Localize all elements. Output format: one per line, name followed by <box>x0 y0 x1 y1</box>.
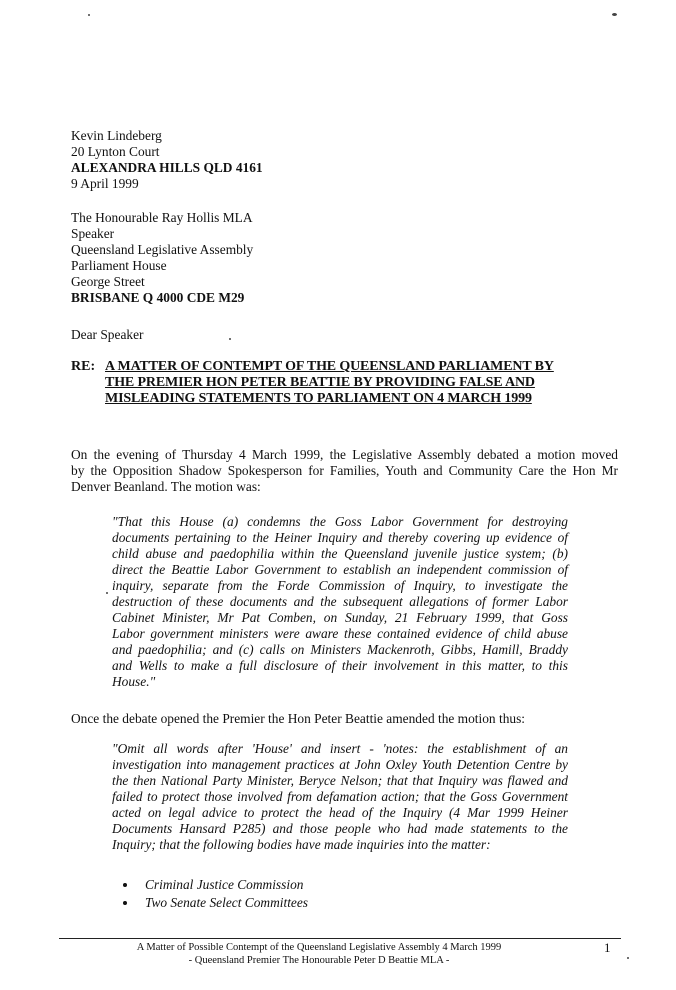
scan-speck <box>88 14 90 16</box>
quote-line: direct the Beattie Labor Government to establish an independent commission of <box>112 562 568 577</box>
re-subject-line: MISLEADING STATEMENTS TO PARLIAMENT ON 4 MARCH 1999 <box>105 391 532 406</box>
quote-line: "Omit all words after 'House' and insert - 'notes: the establishment of an <box>112 741 568 756</box>
re-subject <box>105 359 625 407</box>
page-footer <box>59 941 579 967</box>
recipient-line: Speaker <box>71 226 115 241</box>
bullet-icon <box>123 883 127 887</box>
quote-line: "That this House (a) condemns the Goss Labor Government for destroying <box>112 514 568 529</box>
quote-line: Labor government ministers were aware these contained evidence of child abuse <box>112 626 568 641</box>
recipient-line: The Honourable Ray Hollis MLA <box>71 210 253 225</box>
letter-date: 9 April 1999 <box>71 176 139 191</box>
footer-divider <box>59 938 621 939</box>
quote-line: Inquiry; that the following bodies have made inquiries into the matter: <box>112 837 491 852</box>
bullet-item <box>123 894 308 912</box>
quote-line: inquiry, separate from the Forde Commission of Inquiry, to investigate the <box>112 578 568 593</box>
bullet-text: Two Senate Select Committees <box>145 895 309 910</box>
salutation: Dear Speaker <box>71 327 144 342</box>
quote-line: acted on legal advice to protect the head of the Inquiry (4 Mar 1999 Heiner <box>112 805 568 820</box>
sender-street: 20 Lynton Court <box>71 144 160 159</box>
scan-speck <box>612 13 617 16</box>
recipient-line: Queensland Legislative Assembly <box>71 242 254 257</box>
re-label: RE: <box>71 359 96 374</box>
sender-address <box>71 128 263 192</box>
paragraph-line: by the Opposition Shadow Spokesperson for Families, Youth and Community Care the Hon Mr <box>71 463 618 478</box>
recipient-address <box>71 210 253 306</box>
re-subject-line: THE PREMIER HON PETER BEATTIE BY PROVIDING FALSE AND <box>105 375 535 390</box>
quote-line: Documents Hansard P285) and those people who had made statements to the <box>112 821 568 836</box>
quote-line: investigation into management practices at John Oxley Youth Detention Centre by <box>112 757 568 772</box>
body-paragraph-2: Once the debate opened the Premier the Hon Peter Beattie amended the motion thus: <box>71 711 526 726</box>
recipient-city: BRISBANE Q 4000 CDE M29 <box>71 290 245 305</box>
amendment-quote <box>112 741 568 853</box>
quote-line: and paedophilia; and (c) calls on Ministers Mackenroth, Gibbs, Hamill, Braddy <box>112 642 568 657</box>
quote-line: House." <box>112 674 156 689</box>
footer-line-2: - Queensland Premier The Honourable Peter D Beattie MLA - <box>188 955 450 966</box>
body-paragraph-1 <box>71 447 618 495</box>
bullet-text: Criminal Justice Commission <box>145 877 304 892</box>
paragraph-line: On the evening of Thursday 4 March 1999, the Legislative Assembly debated a motion moved <box>71 447 618 462</box>
sender-name: Kevin Lindeberg <box>71 128 162 143</box>
scan-speck <box>106 592 108 594</box>
inquiry-bullet-list <box>123 876 308 912</box>
quote-line: the then National Party Minister, Beryce Nelson; that that Inquiry was flawed and <box>112 773 568 788</box>
scan-speck <box>627 957 629 959</box>
quote-line: destruction of these documents and the subsequent allegations of former Labor <box>112 594 568 609</box>
motion-quote <box>112 514 568 690</box>
paragraph-line: Denver Beanland. The motion was: <box>71 479 261 494</box>
recipient-line: George Street <box>71 274 145 289</box>
footer-line-1: A Matter of Possible Contempt of the Queensland Legislative Assembly 4 March 1999 <box>136 942 502 953</box>
scan-speck <box>229 338 231 340</box>
quote-line: Cabinet Minister, Mr Pat Comben, on Sunday, 21 February 1999, that Goss <box>112 610 568 625</box>
re-subject-line: A MATTER OF CONTEMPT OF THE QUEENSLAND PARLIAMENT BY <box>105 359 554 374</box>
recipient-line: Parliament House <box>71 258 167 273</box>
sender-suburb: ALEXANDRA HILLS QLD 4161 <box>71 160 263 175</box>
quote-line: documents pertaining to the Heiner Inquiry and thereby covering up evidence of <box>112 530 568 545</box>
bullet-item <box>123 876 308 894</box>
page-number: 1 <box>604 940 611 955</box>
quote-line: failed to protect those involved from defamation action; that the Goss Government <box>112 789 568 804</box>
quote-line: and Wells to make a full disclosure of their involvement in this matter, to this <box>112 658 568 673</box>
bullet-icon <box>123 901 127 905</box>
quote-line: child abuse and paedophilia within the Queensland juvenile justice system; (b) <box>112 546 568 561</box>
